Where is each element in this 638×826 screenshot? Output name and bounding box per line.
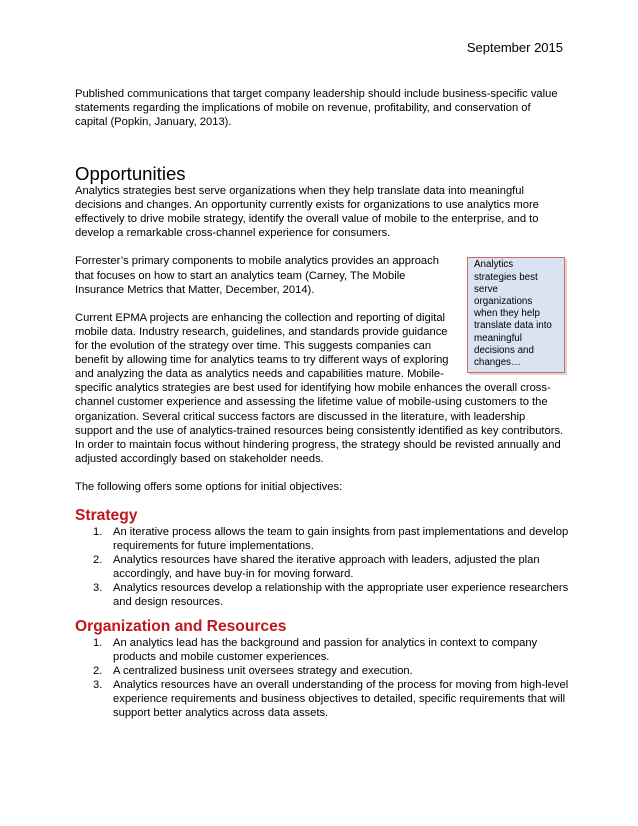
- organization-item-3: [75, 678, 570, 720]
- opportunities-section: [75, 184, 565, 494]
- strategy-heading: Strategy: [75, 507, 138, 524]
- list-item-text: An iterative process allows the team to gain insights from past implementations and develop requirements for future implementations.: [113, 526, 569, 553]
- strategy-list: [75, 525, 570, 610]
- list-number: 3.: [93, 582, 103, 595]
- opportunities-paragraph-4: The following offers some options for initial objectives:: [75, 480, 343, 493]
- organization-item-1: [75, 636, 570, 664]
- organization-list: [75, 636, 570, 721]
- list-number: 2.: [93, 554, 103, 567]
- opportunities-paragraph-3: Current EPMA projects are enhancing the collection and reporting of digital mobile data. Industry research, guidelines, and standards provide guidance for the evolution of the strategy over time. This suggests companies can benefit by allowing time for analytics teams to try different ways of exploring and analyzing the data as analytics needs and capabilities mature. Mobile-specific analytics strategies are best used for identifying how mobile enhances the overall cross-channel customer experience and assessing the lifetime value of mobile-using customers to the organization. Several critical success factors are discussed in the literature, with leadership support and the use of analytics-trained resources being consistently identified as key contributors. In order to maintain focus without hindering progress, the strategy should be revisted annually and adjusted accordingly based on stakeholder needs.: [75, 311, 564, 465]
- list-item-text: Analytics resources have an overall understanding of the process for moving from high-level experience requirements and business objectives to detailed, specific requirements that will support better analytics across data assets.: [113, 679, 569, 720]
- opportunities-paragraph-1-text: Analytics strategies best serve organizations when they help translate data into meaningful decisions and changes. An opportunity currently exists for organizations to use analytics more effectively to drive mobile strategy, identify the overall value of mobile to the enterprise, and to develop a remarkable cross-channel experience for consumers.: [75, 185, 539, 240]
- organization-item-2: [75, 664, 570, 678]
- opportunities-paragraph-2-text: Forrester’s primary components to mobile analytics provides an approach that focuses on how to start an analytics team (Carney, The Mobile Insurance Metrics that Matter, December, 2014).: [75, 255, 439, 296]
- intro-paragraph: Published communications that target company leadership should include business-specific value statements regarding the implications of mobile on revenue, profitability, and conservation of capital (Popkin, January, 2013).: [75, 88, 558, 129]
- opportunities-paragraph-1: [75, 184, 565, 240]
- list-number: 3.: [93, 679, 103, 692]
- opportunities-paragraph-2: [75, 254, 565, 369]
- list-number: 1.: [93, 637, 103, 649]
- opportunities-heading: Opportunities: [75, 163, 186, 184]
- list-item-text: Analytics resources develop a relationship with the appropriate user experience researchers and design resources.: [113, 582, 569, 609]
- list-number: 2.: [93, 665, 103, 678]
- page-date: September 2015: [466, 40, 563, 55]
- list-item-text: An analytics lead has the background and passion for analytics in context to company products and mobile customer experiences.: [113, 637, 538, 664]
- strategy-item-2: [75, 553, 570, 581]
- strategy-item-1: [75, 525, 570, 553]
- pull-quote-callout: Analytics strategies best serve organizations when they help translate data into meaningful decisions and changes…: [467, 257, 565, 373]
- list-item-text: Analytics resources have shared the iterative approach with leaders, adjusted the plan accordingly, and have buy-in for moving forward.: [113, 554, 540, 581]
- organization-heading: Organization and Resources: [75, 618, 287, 635]
- list-number: 1.: [93, 526, 103, 538]
- list-item-text: A centralized business unit oversees strategy and execution.: [113, 665, 413, 678]
- strategy-item-3: [75, 581, 570, 609]
